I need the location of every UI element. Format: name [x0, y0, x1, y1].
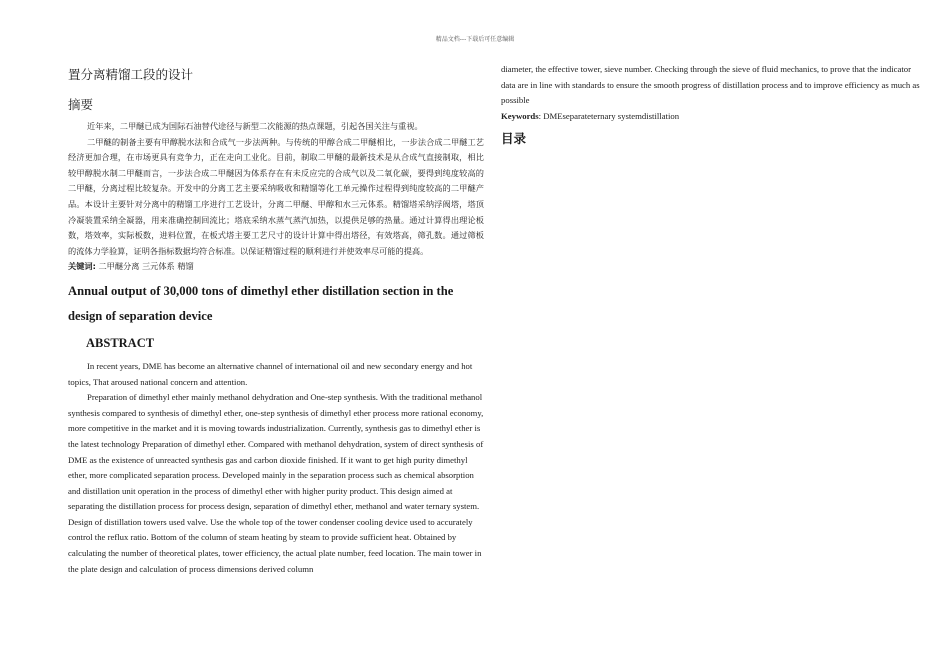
english-abstract-continuation: diameter, the effective tower, sieve number. Checking through the sieve of fluid mechanics, to prove that the indicator data are in line with standards to ensure the smooth progress of distillation process and to improve efficiency as much as possible: [501, 64, 920, 106]
english-title: Annual output of 30,000 tons of dimethyl ether distillation section in the design of separation device: [68, 283, 454, 323]
left-column: [68, 66, 484, 577]
chinese-abstract-heading: 摘要: [68, 97, 94, 112]
english-keywords: [501, 109, 921, 125]
right-column: [501, 62, 921, 148]
page-header-note: 精品文档---下载后可任意编辑: [435, 36, 515, 43]
english-keywords-value: : DMEseparateternary systemdistillation: [538, 110, 680, 121]
chinese-keywords-value: 二甲醚分离 三元体系 精馏: [98, 261, 194, 272]
chinese-abstract-paragraph-2: 二甲醚的制备主要有甲醇脱水法和合成气一步法两种。与传统的甲醇合成二甲醚相比，一步法合成二甲醚工艺经济更加合理，在市场更具有竞争力，正在走向工业化。目前，制取二甲醚的最新技术是从合成气直接制取，相比较甲醇脱水制二甲醚而言，一步法合成二甲醚因为体系存在有未反应完的合成气以及二氧化碳，要得到纯度较高的二甲醚，分离过程比较复杂。开发中的分离工艺主要采纳吸收和精馏等化工单元操作过程得到纯度较高的二甲醚产品。本设计主要针对分离中的精馏工序进行工艺设计，分离二甲醚、甲醇和水三元体系。精馏塔采纳浮阀塔，塔顶冷凝装置采纳全凝器，用来准确控制回流比；塔底采纳水蒸气蒸汽加热，以提供足够的热量。通过计算得出理论板数，塔效率，实际板数，进料位置，在板式塔主要工艺尺寸的设计计算中得出塔径，有效塔高，筛孔数。通过筛板的流体力学验算，证明各指标数据均符合标准。以保证精馏过程的顺利进行并使效率尽可能的提高。: [68, 136, 484, 256]
english-keywords-label: Keywords: [501, 110, 539, 121]
english-abstract-paragraph-1: In recent years, DME has become an alternative channel of international oil and new secondary energy and hot topics, That aroused national concern and attention.: [68, 360, 473, 387]
chinese-keywords-label: 关键词:: [68, 261, 96, 272]
table-of-contents-heading: 目录: [501, 131, 527, 147]
english-abstract-heading: ABSTRACT: [86, 335, 155, 350]
english-abstract-paragraph-2: Preparation of dimethyl ether mainly methanol dehydration and One-step synthesis. With the traditional methanol synthesis compared to synthesis of dimethyl ether, one-step synthesis of dimethyl ether process more rational economy, more competitive in the market and it is moving towards industrialization. Currently, synthesis gas to dimethyl ether is the latest technology Preparation of dimethyl ether. Compared with methanol dehydration, system of direct synthesis of DME as the existence of unreacted synthesis gas and carbon dioxide finished. If it want to get high purity dimethyl ether, more complicated separation process. Developed mainly in the separation process such as chemical absorption and distillation unit operation in the process of dimethyl ether with higher purity product. This design aimed at separating the distillation process for process design, separation of dimethyl ether, methanol and water ternary system. Design of distillation towers used valve. Use the whole top of the tower condenser cooling device used to accurately control the reflux ratio. Bottom of the column of steam heating by steam to provide sufficient heat. Obtained by calculating the number of theoretical plates, tower efficiency, the actual plate number, feed location. The main tower in the plate design and calculation of process dimensions derived column: [68, 392, 484, 574]
chinese-abstract-paragraph-1: 近年来，二甲醚已成为国际石油替代途径与新型二次能源的热点课题，引起各国关注与重视。: [87, 121, 423, 131]
chinese-keywords: [68, 259, 484, 275]
chinese-title: 置分离精馏工段的设计: [68, 67, 194, 82]
